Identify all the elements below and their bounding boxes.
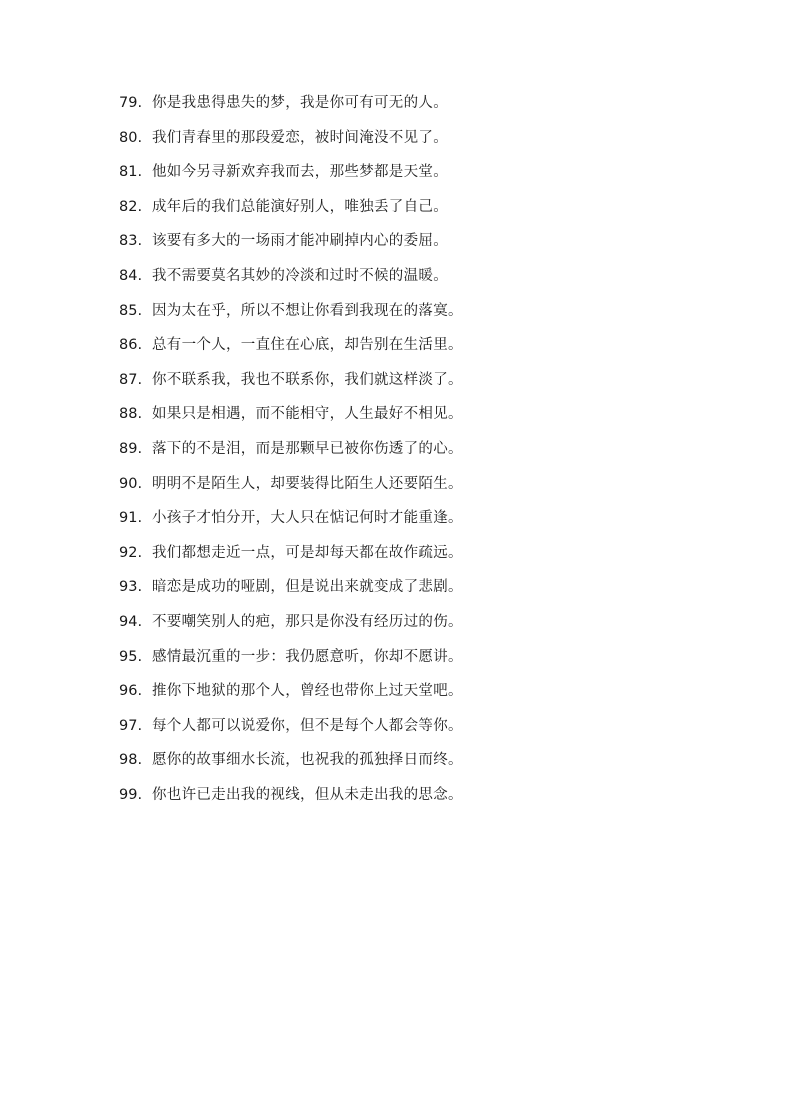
list-item bbox=[119, 782, 463, 817]
item-text: 我们青春里的那段爱恋，被时间淹没不见了。 bbox=[152, 129, 448, 146]
list-item bbox=[119, 401, 463, 436]
item-number: 97. bbox=[119, 717, 143, 734]
list-item bbox=[119, 678, 463, 713]
list-item bbox=[119, 90, 463, 125]
list-item bbox=[119, 471, 463, 506]
item-number: 84. bbox=[119, 267, 143, 284]
item-text: 成年后的我们总能演好别人，唯独丢了自己。 bbox=[152, 198, 448, 215]
item-text: 因为太在乎，所以不想让你看到我现在的落寞。 bbox=[152, 302, 463, 319]
list-item bbox=[119, 574, 463, 609]
item-number: 96. bbox=[119, 683, 143, 700]
list-item bbox=[119, 713, 463, 748]
item-number: 82. bbox=[119, 198, 143, 215]
item-text: 愿你的故事细水长流，也祝我的孤独择日而终。 bbox=[152, 752, 463, 769]
list-item bbox=[119, 367, 463, 402]
list-item bbox=[119, 125, 463, 160]
item-number: 91. bbox=[119, 510, 143, 527]
list-item bbox=[119, 298, 463, 333]
item-number: 89. bbox=[119, 440, 143, 457]
item-number: 86. bbox=[119, 337, 143, 354]
item-text: 小孩子才怕分开，大人只在惦记何时才能重逢。 bbox=[152, 510, 463, 527]
item-text: 如果只是相遇，而不能相守，人生最好不相见。 bbox=[152, 406, 463, 423]
item-number: 90. bbox=[119, 475, 143, 492]
list-item bbox=[119, 747, 463, 782]
list-item bbox=[119, 263, 463, 298]
item-number: 92. bbox=[119, 544, 143, 561]
item-text: 每个人都可以说爱你，但不是每个人都会等你。 bbox=[152, 717, 463, 734]
list-item bbox=[119, 436, 463, 471]
list-item bbox=[119, 228, 463, 263]
item-text: 明明不是陌生人，却要装得比陌生人还要陌生。 bbox=[152, 475, 463, 492]
item-text: 总有一个人，一直住在心底，却告别在生活里。 bbox=[152, 337, 463, 354]
item-text: 落下的不是泪，而是那颗早已被你伤透了的心。 bbox=[152, 440, 463, 457]
item-text: 该要有多大的一场雨才能冲刷掉内心的委屈。 bbox=[152, 233, 448, 250]
list-item bbox=[119, 159, 463, 194]
quote-list bbox=[119, 90, 463, 816]
list-item bbox=[119, 505, 463, 540]
item-number: 79. bbox=[119, 95, 143, 111]
item-number: 81. bbox=[119, 164, 143, 181]
item-number: 94. bbox=[119, 613, 143, 630]
item-text: 暗恋是成功的哑剧，但是说出来就变成了悲剧。 bbox=[152, 579, 463, 596]
item-text: 我们都想走近一点，可是却每天都在故作疏远。 bbox=[152, 544, 463, 561]
list-item bbox=[119, 194, 463, 229]
item-text: 他如今另寻新欢弃我而去，那些梦都是天堂。 bbox=[152, 164, 448, 181]
list-item bbox=[119, 644, 463, 679]
item-text: 你不联系我，我也不联系你，我们就这样淡了。 bbox=[152, 371, 463, 388]
item-text: 你也许已走出我的视线，但从未走出我的思念。 bbox=[152, 786, 463, 803]
item-text: 你是我患得患失的梦，我是你可有可无的人。 bbox=[152, 95, 448, 111]
list-item bbox=[119, 609, 463, 644]
item-number: 95. bbox=[119, 648, 143, 665]
list-item bbox=[119, 540, 463, 575]
list-item bbox=[119, 332, 463, 367]
item-number: 98. bbox=[119, 752, 143, 769]
item-number: 80. bbox=[119, 129, 143, 146]
item-number: 87. bbox=[119, 371, 143, 388]
item-text: 我不需要莫名其妙的冷淡和过时不候的温暖。 bbox=[152, 267, 448, 284]
item-number: 99. bbox=[119, 786, 143, 803]
item-text: 不要嘲笑别人的疤，那只是你没有经历过的伤。 bbox=[152, 613, 463, 630]
item-number: 83. bbox=[119, 233, 143, 250]
item-number: 88. bbox=[119, 406, 143, 423]
item-text: 推你下地狱的那个人，曾经也带你上过天堂吧。 bbox=[152, 683, 463, 700]
item-text: 感情最沉重的一步：我仍愿意听，你却不愿讲。 bbox=[152, 648, 463, 665]
item-number: 93. bbox=[119, 579, 143, 596]
item-number: 85. bbox=[119, 302, 143, 319]
